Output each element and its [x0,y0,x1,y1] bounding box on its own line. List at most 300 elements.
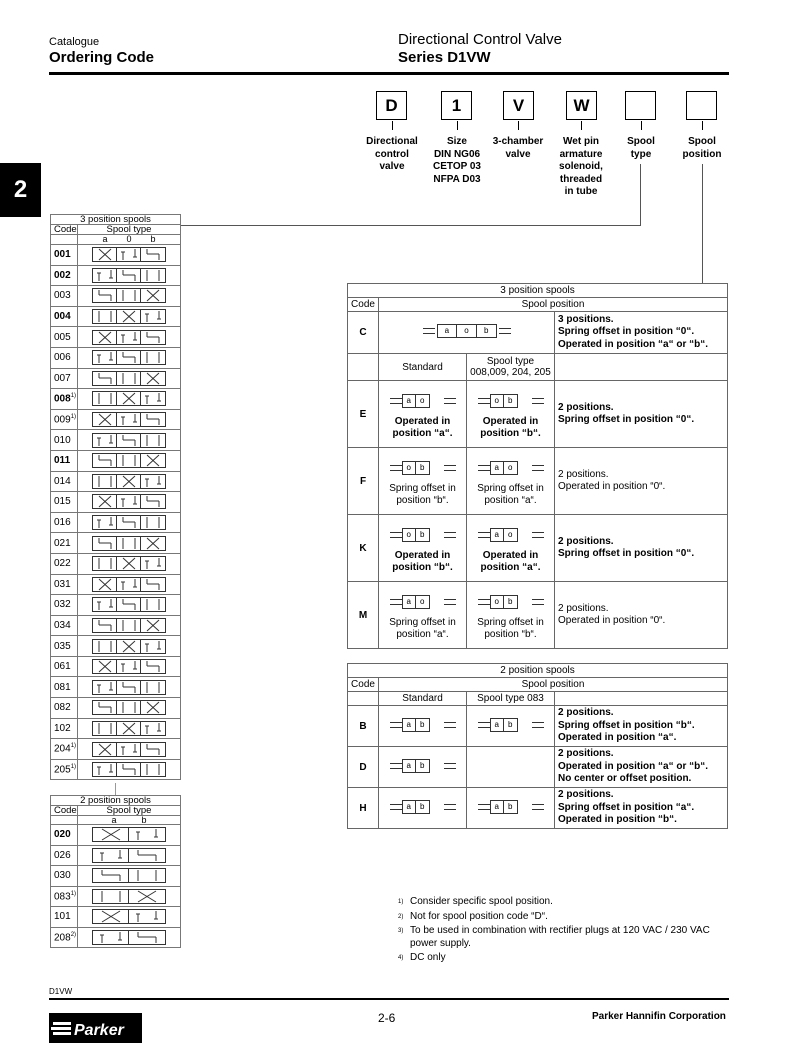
flow-paths [93,681,117,694]
subheader-spool-type: Spool type 083 [467,692,555,706]
spool-symbol [92,827,166,842]
flow-paths [93,619,117,632]
spool-code: 011 [54,455,71,467]
spool-envelope [117,660,141,673]
flow-paths [117,701,141,714]
footnote-mark: 2) [70,931,77,938]
spool-code-cell [51,907,78,928]
spool-symbol-cell [78,698,181,719]
table-row [51,286,181,307]
spool-code-cell [51,471,78,492]
flow-paths [93,849,129,862]
spool-symbol [92,577,166,592]
spool-envelope [117,413,141,426]
flow-paths [141,372,165,385]
spool-envelope [141,619,165,632]
spool-envelope [141,557,165,570]
spool-symbol [92,536,166,551]
flow-paths [117,248,141,261]
standard-symbol-cell [379,448,467,515]
spool-symbol [92,639,166,654]
table-row [348,788,728,829]
flow-paths [141,269,165,282]
symbol-caption: position “b“. [396,494,449,506]
spool-envelope [117,495,141,508]
spool-envelope [141,248,165,261]
solenoid-icon [444,398,456,404]
code-box-label [606,136,676,161]
header-rule [49,72,729,75]
flow-paths [141,701,165,714]
code-label-line: threaded [559,173,603,185]
product-series: Series D1VW [398,49,491,66]
flow-paths [93,475,117,488]
spool-symbol-cell [78,265,181,286]
spool-envelope [117,701,141,714]
spool-code-cell [51,306,78,327]
footnote-mark: 1) [70,413,77,420]
footnote-mark: 3) [398,928,404,935]
spool-envelope [117,331,141,344]
spool-envelope [141,495,165,508]
flow-paths [141,640,165,653]
table-row [51,866,181,887]
spool-envelope [129,849,165,862]
spool-symbol-cell [78,512,181,533]
flow-paths [141,516,165,529]
spool-code-cell [51,450,78,471]
spool-envelope [141,454,165,467]
spool-code: 008 [54,393,71,405]
spool-symbol-cell [78,533,181,554]
desc-line: 2 positions. [558,748,614,760]
footnote [398,911,738,924]
symbol-caption: position “a“. [480,561,541,573]
code-tick [392,121,393,130]
table-row [51,492,181,513]
code-box-label [483,136,553,161]
spool-symbol-cell [78,759,181,780]
spool-code-cell [51,718,78,739]
two-position-spool-type-table [50,795,181,948]
spool-code: 031 [54,578,71,590]
spring-icon [478,532,490,538]
page-number: 2-6 [378,1011,396,1025]
code-label-line: type [630,148,652,160]
flow-paths [117,660,141,673]
spool-symbol-cell [78,409,181,430]
footnote-mark: 2) [398,913,404,920]
spool-symbol [92,556,166,571]
spool-envelope [141,475,165,488]
spool-envelope [93,269,117,282]
table-row [51,347,181,368]
valve-symbol: a o [476,523,546,547]
flow-paths [129,910,165,923]
symbol-caption: position “b“. [480,427,541,439]
spool-code-cell [51,245,78,266]
solenoid-icon [532,398,544,404]
spool-envelope [117,537,141,550]
spring-icon [390,398,402,404]
code-label-line: valve [505,148,531,160]
valve-symbol: a b [476,795,546,819]
desc-line: Operated in position “a“ or “b“. [558,338,709,350]
flow-paths [93,890,129,903]
product-category: Directional Control Valve [398,31,562,48]
spool-envelope [117,392,141,405]
table-row [51,389,181,410]
flow-paths [141,454,165,467]
symbol-caption: Spring offset in [389,616,456,628]
flow-paths [141,743,165,756]
valve-symbol: o b [388,523,458,547]
flow-paths [129,849,165,862]
table-row [51,471,181,492]
chapter-tab: 2 [0,163,41,217]
desc-line: Operated in position “0“. [558,615,666,626]
spool-position-code: M [348,582,379,649]
spool-symbol [92,433,166,448]
table-row [51,759,181,780]
flow-paths [141,289,165,302]
spool-position-code: H [348,788,379,829]
solenoid-icon [444,763,456,769]
c-symbol-cell [379,312,555,354]
spool-position-code: K [348,515,379,582]
spool-symbol-cell [78,718,181,739]
table-row [51,886,181,907]
position-description [555,747,728,788]
flow-paths [117,495,141,508]
code-box-1: D [376,91,407,120]
valve-symbol: a o b [421,319,513,343]
table-row [51,574,181,595]
spool-code-cell [51,286,78,307]
flow-paths [93,269,117,282]
spool-type-symbol-cell [467,381,555,448]
standard-symbol-cell [379,747,467,788]
spool-code: 022 [54,558,71,570]
spool-envelope [129,931,165,944]
valve-symbol: o b [476,389,546,413]
symbol-caption: position “b“. [484,628,537,640]
pos-label-0: 0 [126,234,132,244]
spool-envelope [93,392,117,405]
desc-line: Operated in position “0“. [558,481,666,492]
pos-label-a: a [111,815,117,825]
spool-type-symbol-cell [467,515,555,582]
spool-code-cell [51,739,78,760]
spool-code-cell [51,845,78,866]
spool-code-cell [51,327,78,348]
spool-symbol [92,371,166,386]
flow-paths [141,248,165,261]
spool-symbol [92,868,166,883]
spool-envelope [141,289,165,302]
standard-symbol-cell [379,582,467,649]
code-label-line: Size [446,136,467,147]
spool-envelope [117,248,141,261]
spool-symbol [92,700,166,715]
flow-paths [93,869,129,882]
spool-type-symbol-cell [467,582,555,649]
spool-envelope [141,269,165,282]
spool-code: 021 [54,537,71,549]
spool-code: 002 [54,269,71,281]
spool-symbol [92,288,166,303]
position-description [555,515,728,582]
flow-paths [141,537,165,550]
code-label-line: DIN NG06 [433,148,481,160]
spool-symbol [92,742,166,757]
spool-symbol [92,268,166,283]
spool-envelope [93,248,117,261]
flow-paths [117,413,141,426]
desc-line: Spring offset in position “0“. [558,326,695,338]
spool-code: 208 [54,931,71,943]
position-labels [78,816,181,825]
flow-paths [141,413,165,426]
spool-envelope [93,869,129,882]
flow-paths [117,537,141,550]
flow-paths [93,454,117,467]
table-row [348,582,728,649]
flow-paths [117,516,141,529]
spool-symbol [92,412,166,427]
flow-paths [93,248,117,261]
flow-paths [141,351,165,364]
code-tick [702,121,703,130]
flow-paths [93,722,117,735]
valve-symbol: o b [388,456,458,480]
spool-position-code: B [348,706,379,747]
flow-paths [117,372,141,385]
subheader-standard: Standard [379,692,467,706]
spool-type-symbol-cell [467,706,555,747]
spool-position-code: D [348,747,379,788]
column-header-spool-type: Spool type [78,806,181,816]
flow-paths [93,578,117,591]
spring-icon [390,804,402,810]
code-label-line: Spool [627,136,655,147]
flow-paths [93,413,117,426]
symbol-caption: position “a“. [396,628,449,640]
code-box-5 [625,91,656,120]
table-row [51,907,181,928]
spool-type-leader-v [640,164,641,226]
table-row [51,533,181,554]
flow-paths [141,310,165,323]
spool-symbol [92,680,166,695]
spool-symbol-cell [78,245,181,266]
spool-code: 005 [54,331,71,343]
spool-envelope [117,475,141,488]
c-description [555,312,728,354]
symbol-caption: position “a“. [392,427,453,439]
flow-paths [93,910,129,923]
spool-envelope [141,660,165,673]
table-row [51,927,181,948]
spool-envelope [117,372,141,385]
table-row [51,450,181,471]
valve-symbol: o b [476,590,546,614]
flow-paths [117,310,141,323]
flow-paths [141,598,165,611]
spool-envelope [117,310,141,323]
subheader-standard: Standard [379,354,467,381]
spool-envelope [141,372,165,385]
spool-envelope [117,681,141,694]
spool-envelope [141,578,165,591]
flow-paths [141,681,165,694]
spool-type-symbol-cell [467,448,555,515]
footnote-mark: 1) [70,763,77,770]
flow-paths [93,392,117,405]
desc-line: 2 positions. [558,602,609,614]
spool-position-code-c: C [348,312,379,354]
spool-symbol [92,909,166,924]
spool-envelope [129,910,165,923]
spool-symbol [92,494,166,509]
code-label-line: control [375,148,409,160]
flow-paths [141,495,165,508]
spool-envelope [93,434,117,447]
flow-paths [129,828,165,841]
flow-paths [93,763,117,776]
spool-symbol [92,515,166,530]
spool-symbol-cell [78,306,181,327]
code-tick [457,121,458,130]
spool-symbol-cell [78,866,181,887]
spool-code: 026 [54,849,71,861]
flow-paths [141,763,165,776]
two-position-spool-position-table [347,663,728,829]
spool-code-cell [51,492,78,513]
spool-code-cell [51,927,78,948]
table-row [51,615,181,636]
spool-position-code: E [348,381,379,448]
spool-code-cell [51,698,78,719]
code-label-line: in tube [564,186,598,197]
spool-symbol-cell [78,677,181,698]
spool-envelope [93,890,129,903]
subheader-spool-type: Spool type 008,009, 204, 205 [467,354,555,381]
flow-paths [93,495,117,508]
flow-paths [117,475,141,488]
footer-doc-id: D1VW [49,987,73,996]
spool-envelope [117,598,141,611]
standard-symbol-cell [379,788,467,829]
valve-symbol: a o [388,389,458,413]
flow-paths [93,372,117,385]
valve-symbol: a o [388,590,458,614]
spool-symbol-cell [78,389,181,410]
solenoid-icon [532,532,544,538]
spool-envelope [93,331,117,344]
spool-envelope [141,413,165,426]
flow-paths [129,931,165,944]
spool-envelope [141,434,165,447]
code-label-line: Spool [688,136,716,147]
flow-paths [141,578,165,591]
spool-code-cell [51,595,78,616]
table-title: 2 position spools [348,664,728,678]
spool-symbol-cell [78,450,181,471]
symbol-caption: Spring offset in [389,482,456,494]
standard-symbol-cell [379,515,467,582]
table-row [51,825,181,846]
spool-symbol-cell [78,615,181,636]
spool-symbol [92,930,166,945]
catalogue-label: Catalogue [49,36,100,48]
code-label-line: Directional [366,136,418,147]
table-row [51,245,181,266]
spool-envelope [93,828,129,841]
spool-symbol [92,453,166,468]
valve-symbol: a o [476,456,546,480]
spring-icon [390,532,402,538]
flow-paths [93,557,117,570]
code-label-line: 3-chamber [492,136,544,147]
table-row [348,381,728,448]
spool-envelope [93,310,117,323]
spool-symbol-cell [78,574,181,595]
code-box-label [357,136,427,174]
code-label-line: Wet pin [563,136,599,147]
spool-envelope [141,598,165,611]
flow-paths [93,289,117,302]
spool-symbol [92,474,166,489]
spring-icon [478,722,490,728]
spool-code: 205 [54,764,71,776]
table-row [51,677,181,698]
spool-code-cell [51,368,78,389]
flow-paths [141,722,165,735]
flow-paths [93,931,129,944]
spool-code: 014 [54,475,71,487]
spool-symbol-cell [78,430,181,451]
flow-paths [141,475,165,488]
spool-envelope [117,516,141,529]
pos-label-b: b [141,815,147,825]
position-description [555,448,728,515]
flow-paths [93,660,117,673]
position-description [555,381,728,448]
spool-envelope [93,495,117,508]
flow-paths [117,722,141,735]
desc-line: 2 positions. [558,401,614,413]
spring-icon [478,804,490,810]
flow-paths [93,598,117,611]
code-label-line: NFPA D03 [433,173,481,185]
symbol-caption: Operated in [394,549,451,561]
flow-paths [117,557,141,570]
code-box-6 [686,91,717,120]
valve-symbol: a b [388,713,458,737]
spool-symbol-cell [78,845,181,866]
spool-code: 006 [54,352,71,364]
spool-symbol [92,391,166,406]
solenoid-icon [532,465,544,471]
spool-code-cell [51,430,78,451]
spool-code: 034 [54,619,71,631]
spool-envelope [93,372,117,385]
standard-symbol-cell [379,381,467,448]
spool-envelope [117,454,141,467]
solenoid-icon [444,532,456,538]
footnote [398,952,738,965]
